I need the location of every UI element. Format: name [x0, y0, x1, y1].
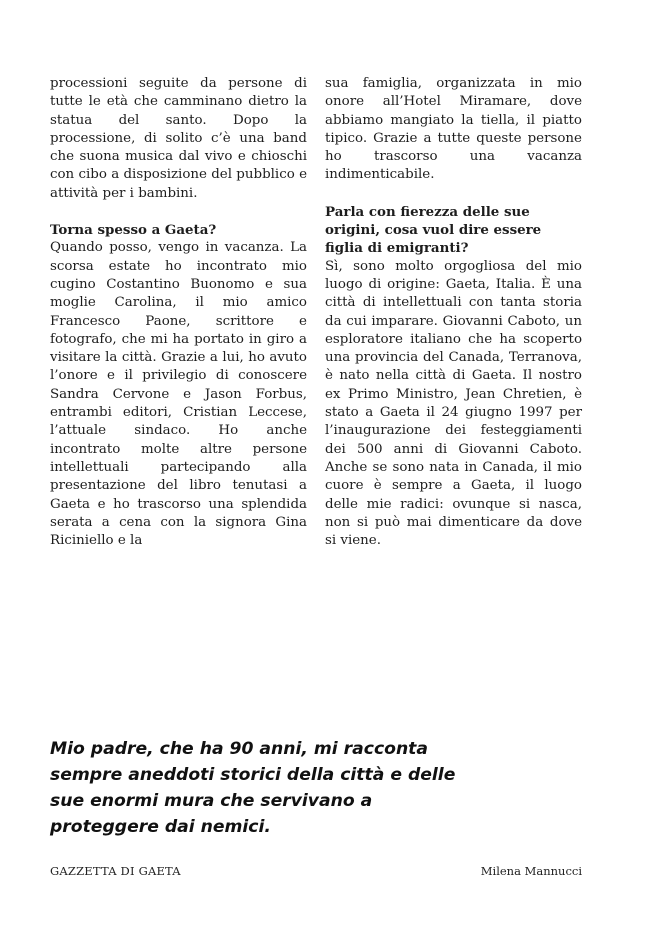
interview-answer-2: Sì, sono molto orgogliosa del mio luogo di origine: Gaeta, Italia. È una città di intellettuali con tanta storia da cui imparare. Giovanni Caboto, un esploratore italiano che ha scoperto una provincia del Canada, Terranova, è nato nella città di Gaeta. Il nostro ex Primo Ministro, Jean Chretien, è stato a Gaeta il 24 giugno 1997 per l’inaugurazione dei festeggiamenti dei 500 anni di Giovanni Caboto. Anche se sono nata in Canada, il mio cuore è sempre a Gaeta, il luogo delle mie radici: ovunque si nasca, non si può mai dimenticare da dove si viene. [325, 258, 582, 549]
left-text-column [50, 75, 307, 550]
pull-quote: Mio padre, che ha 90 anni, mi racconta sempre aneddoti storici della città e delle sue enormi mura che servivano a proteggere dai nemici. [50, 739, 456, 837]
right-text-column [325, 75, 582, 550]
interview-question-1: Torna spesso a Gaeta? [50, 222, 217, 239]
interview-answer-1: Quando posso, vengo in vacanza. La scorsa estate ho incontrato mio cugino Costantino Buonomo e sua moglie Carolina, il mio amico Francesco Paone, scrittore e fotografo, che mi ha portato in giro a visitare la città. Grazie a lui, ho avuto l’onore e il privilegio di conoscere Sandra Cervone e Jason Forbus, entrambi editori, Cristian Leccese, l’attuale sindaco. Ho anche incontrato molte altre persone intellettuali partecipando alla presentazione del libro tenutasi a Gaeta e ho trascorso una splendida serata a cena con la signora Gina Riciniello e la [50, 240, 307, 549]
intro-paragraph: processioni seguite da persone di tutte le età che camminano dietro la statua del santo. Dopo la processione, di solito c’è una band che suona musica dal vivo e chioschi con cibo a disposizione del pubblico e attività per i bambini. [50, 76, 307, 201]
footer-author-name: Milena Mannucci [480, 864, 582, 878]
paragraph-gap [50, 203, 307, 221]
continuation-paragraph: sua famiglia, organizzata in mio onore all’Hotel Miramare, dove abbiamo mangiato la tiella, il piatto tipico. Grazie a tutte queste persone ho trascorso una vacanza indimenticabile. [325, 76, 582, 183]
paragraph-gap [325, 185, 582, 203]
footer-publication-name: GAZZETTA DI GAETA [50, 864, 181, 878]
interview-question-2: Parla con fierezza delle sue origini, cosa vuol dire essere figlia di emigranti? [325, 203, 542, 257]
